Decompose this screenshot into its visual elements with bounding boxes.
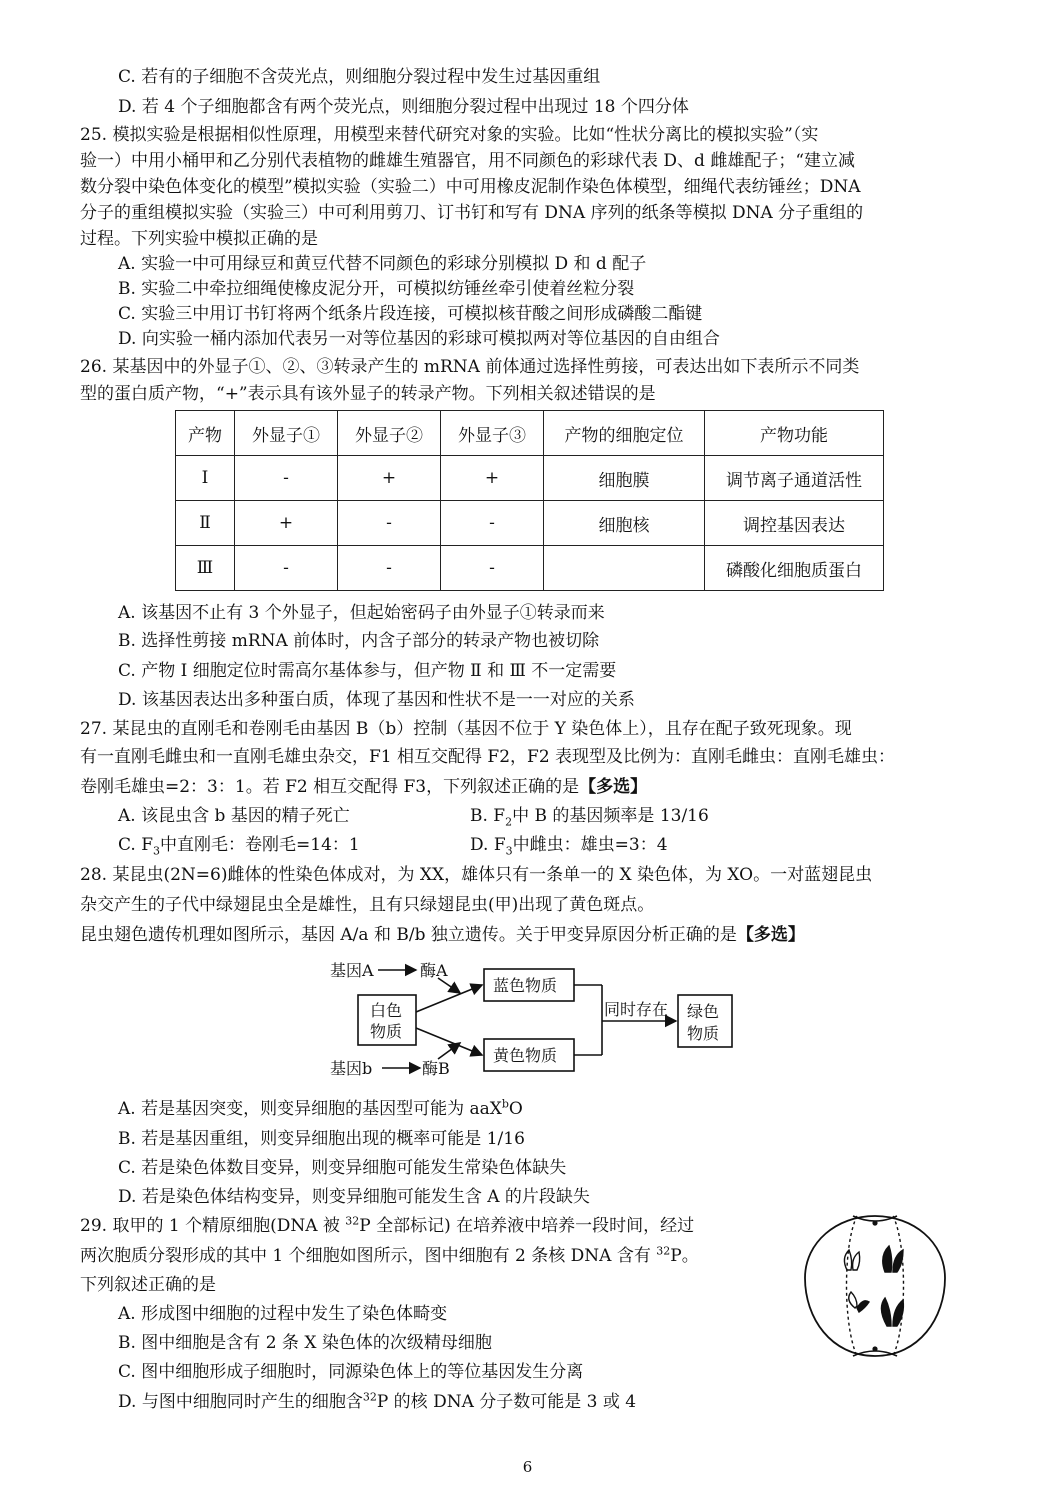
q25-stem-line-4: 分子的重组模拟实验（实验三）中可利用剪刀、订书钉和写有 DNA 序列的纸条等模拟 DNA 分子重组的 — [80, 203, 864, 223]
q25-option-c: C. 实验三中用订书钉将两个纸条片段连接，可模拟核苷酸之间形成磷酸二酯键 — [118, 304, 703, 324]
option-text: B. F — [470, 806, 506, 826]
q25-option-b: B. 实验二中牵拉细绳使橡皮泥分开，可模拟纺锤丝牵引使着丝粒分裂 — [118, 279, 635, 299]
table-cell: 调节离子通道活性 — [705, 456, 884, 501]
table-cell: - — [441, 501, 544, 546]
dividing-cell-figure — [795, 1208, 955, 1368]
q29-option-b: B. 图中细胞是含有 2 条 X 染色体的次级精母细胞 — [118, 1333, 492, 1353]
q27-option-c — [118, 834, 360, 856]
q26-option-a: A. 该基因不止有 3 个外显子，但起始密码子由外显子①转录而来 — [118, 603, 605, 623]
option-text: O — [508, 1099, 523, 1119]
enzyme-b-arrow — [438, 1043, 460, 1059]
table-header-row — [176, 411, 884, 456]
table-header-cell: 外显子③ — [441, 411, 544, 456]
q25-stem-line-2: 验一）中用小桶甲和乙分别代表植物的雌雄生殖器官，用不同颜色的彩球代表 D、d 雌雄配子；“建立减 — [80, 151, 856, 171]
chromosome — [853, 1252, 860, 1270]
q27-option-a: A. 该昆虫含 b 基因的精子死亡 — [118, 806, 350, 826]
chromosome — [881, 1298, 891, 1326]
table-cell: Ⅰ — [176, 456, 235, 501]
chromosome — [883, 1246, 892, 1272]
stem-text: P 全部标记) 在培养液中培养一段时间，经过 — [359, 1216, 695, 1236]
cell-membrane — [805, 1216, 945, 1356]
superscript: 32 — [345, 1214, 360, 1228]
product-table — [175, 410, 884, 591]
q28-stem-text: 昆虫翅色遗传机理如图所示，基因 A/a 和 B/b 独立遗传。关于甲变异原因分析正确的是 — [80, 925, 737, 945]
q29-option-c: C. 图中细胞形成子细胞时，同源染色体上的等位基因发生分离 — [118, 1362, 584, 1382]
q28-option-a — [118, 1098, 523, 1120]
option-text: D. 与图中细胞同时产生的细胞含 — [118, 1392, 363, 1412]
q28-stem-line-2: 杂交产生的子代中绿翅昆虫全是雄性，且有只绿翅昆虫(甲)出现了黄色斑点。 — [80, 895, 655, 915]
q25-stem-line-5: 过程。下列实验中模拟正确的是 — [80, 229, 318, 249]
option-text: 中雌虫：雄虫=3：4 — [512, 835, 668, 855]
wing-color-pathway-diagram — [320, 955, 750, 1085]
table-cell: Ⅲ — [176, 546, 235, 591]
table-cell: 细胞膜 — [544, 456, 705, 501]
chromosome — [857, 1301, 869, 1312]
enzyme-b-label: 酶B — [422, 1059, 450, 1078]
coexist-label: 同时存在 — [604, 1000, 669, 1019]
page-number: 6 — [522, 1458, 533, 1476]
q26-stem-line-2: 型的蛋白质产物，“+”表示具有该外显子的转录产物。下列相关叙述错误的是 — [80, 384, 656, 404]
q25-stem-line-3: 数分裂中染色体变化的模型”模拟实验（实验二）中可用橡皮泥制作染色体模型，细绳代表纺锤丝；DNA — [80, 177, 861, 197]
green-substance-label: 绿色 — [687, 1002, 720, 1021]
q27-stem-line-3 — [80, 776, 647, 798]
q28-stem-line-1: 28. 某昆虫(2N=6)雌体的性染色体成对，为 XX，雄体只有一条单一的 X 染色体，为 XO。一对蓝翅昆虫 — [80, 865, 873, 885]
table-cell — [544, 546, 705, 591]
q25-option-d: D. 向实验一桶内添加代表另一对等位基因的彩球可模拟两对等位基因的自由组合 — [118, 329, 720, 349]
table-cell: Ⅱ — [176, 501, 235, 546]
q29-option-a: A. 形成图中细胞的过程中发生了染色体畸变 — [118, 1304, 448, 1324]
q28-option-c: C. 若是染色体数目变异，则变异细胞可能发生常染色体缺失 — [118, 1158, 567, 1178]
stem-text: 两次胞质分裂形成的其中 1 个细胞如图所示，图中细胞有 2 条核 DNA 含有 — [80, 1246, 657, 1266]
q27-option-b — [470, 805, 709, 827]
q29-option-d — [118, 1391, 636, 1413]
table-cell: - — [235, 456, 338, 501]
enzyme-a-label: 酶A — [420, 961, 448, 980]
table-header-cell: 产物功能 — [705, 411, 884, 456]
centrosome — [853, 1216, 897, 1356]
q27-stem-line-1: 27. 某昆虫的直刚毛和卷刚毛由基因 B（b）控制（基因不位于 Y 染色体上），且存在配子致死现象。现 — [80, 719, 852, 739]
subscript: 2 — [505, 815, 513, 829]
gene-b-label: 基因b — [330, 1059, 373, 1078]
option-text: D. F — [470, 835, 506, 855]
subscript: 3 — [505, 844, 513, 858]
q29-stem-line-3: 下列叙述正确的是 — [80, 1275, 216, 1295]
option-text: C. F — [118, 835, 154, 855]
blue-substance-label: 蓝色物质 — [493, 976, 558, 995]
table-cell: + — [338, 456, 441, 501]
multi-select-tag: 【多选】 — [736, 925, 805, 945]
option-text: P 的核 DNA 分子数可能是 3 或 4 — [376, 1392, 637, 1412]
q24-option-d: D. 若 4 个子细胞都含有两个荧光点，则细胞分裂过程中出现过 18 个四分体 — [118, 97, 689, 117]
subscript: 3 — [153, 844, 161, 858]
white-substance-label: 物质 — [370, 1022, 403, 1041]
superscript: 32 — [656, 1244, 671, 1258]
centriole-bottom — [872, 1346, 877, 1351]
green-substance-label: 物质 — [687, 1024, 720, 1043]
table-cell: - — [338, 546, 441, 591]
multi-select-tag: 【多选】 — [579, 777, 648, 797]
chromosomes — [844, 1246, 903, 1326]
q28-stem-line-3 — [80, 924, 805, 946]
option-text: A. 若是基因突变，则变异细胞的基因型可能为 aaX — [118, 1099, 502, 1119]
q26-option-b: B. 选择性剪接 mRNA 前体时，内含子部分的转录产物也被切除 — [118, 631, 600, 651]
table-cell: - — [235, 546, 338, 591]
table-cell: 磷酸化细胞质蛋白 — [705, 546, 884, 591]
option-text: 中 B 的基因频率是 13/16 — [512, 806, 709, 826]
table-header-cell: 外显子① — [235, 411, 338, 456]
q27-stem-text: 卷刚毛雄虫=2：3：1。若 F2 相互交配得 F3，下列叙述正确的是 — [80, 777, 580, 797]
gene-a-label: 基因A — [330, 961, 374, 980]
table-header-cell: 产物 — [176, 411, 235, 456]
table-cell: + — [235, 501, 338, 546]
to-blue-arrow — [416, 985, 482, 1012]
chromosome — [849, 1292, 857, 1308]
q26-stem-line-1: 26. 某基因中的外显子①、②、③转录产生的 mRNA 前体通过选择性剪接，可表达出如下表所示不同类 — [80, 357, 860, 377]
q26-option-c: C. 产物 I 细胞定位时需高尔基体参与，但产物 Ⅱ 和 Ⅲ 不一定需要 — [118, 661, 617, 681]
q28-option-b: B. 若是基因重组，则变异细胞出现的概率可能是 1/16 — [118, 1129, 525, 1149]
stem-text: P。 — [670, 1246, 699, 1266]
table-cell: 细胞核 — [544, 501, 705, 546]
option-text: 中直刚毛：卷刚毛=14：1 — [160, 835, 360, 855]
enzyme-a-arrow — [438, 978, 460, 993]
q29-stem-line-1 — [80, 1215, 694, 1237]
table-row — [176, 501, 884, 546]
table-header-cell: 产物的细胞定位 — [544, 411, 705, 456]
centriole-top — [872, 1220, 877, 1225]
q24-option-c: C. 若有的子细胞不含荧光点，则细胞分裂过程中发生过基因重组 — [118, 67, 601, 87]
table-row — [176, 456, 884, 501]
superscript: b — [501, 1097, 509, 1111]
q26-option-d: D. 该基因表达出多种蛋白质，体现了基因和性状不是一一对应的关系 — [118, 690, 635, 710]
q27-stem-line-2: 有一直刚毛雌虫和一直刚毛雄虫杂交，F1 相互交配得 F2，F2 表现型及比例为：直刚毛雌虫：直刚毛雄虫： — [80, 747, 896, 767]
table-cell: + — [441, 456, 544, 501]
white-substance-label: 白色 — [370, 1001, 403, 1020]
q25-stem-line-1: 25. 模拟实验是根据相似性原理，用模型来替代研究对象的实验。比如“性状分离比的模拟实验”（实 — [80, 125, 819, 145]
chromosome — [893, 1300, 903, 1326]
table-header-cell: 外显子② — [338, 411, 441, 456]
table-cell: 调控基因表达 — [705, 501, 884, 546]
table-cell: - — [441, 546, 544, 591]
chromosome — [893, 1250, 903, 1272]
superscript: 32 — [362, 1390, 377, 1404]
q28-option-d: D. 若是染色体结构变异，则变异细胞可能发生含 A 的片段缺失 — [118, 1187, 590, 1207]
table-cell: - — [338, 501, 441, 546]
table-row — [176, 546, 884, 591]
q29-stem-line-2 — [80, 1245, 699, 1267]
q27-option-d — [470, 834, 668, 856]
spindle-fibers — [847, 1216, 904, 1356]
q25-option-a: A. 实验一中可用绿豆和黄豆代替不同颜色的彩球分别模拟 D 和 d 配子 — [118, 254, 647, 274]
stem-text: 29. 取甲的 1 个精原细胞(DNA 被 — [80, 1216, 346, 1236]
yellow-substance-label: 黄色物质 — [493, 1046, 558, 1065]
